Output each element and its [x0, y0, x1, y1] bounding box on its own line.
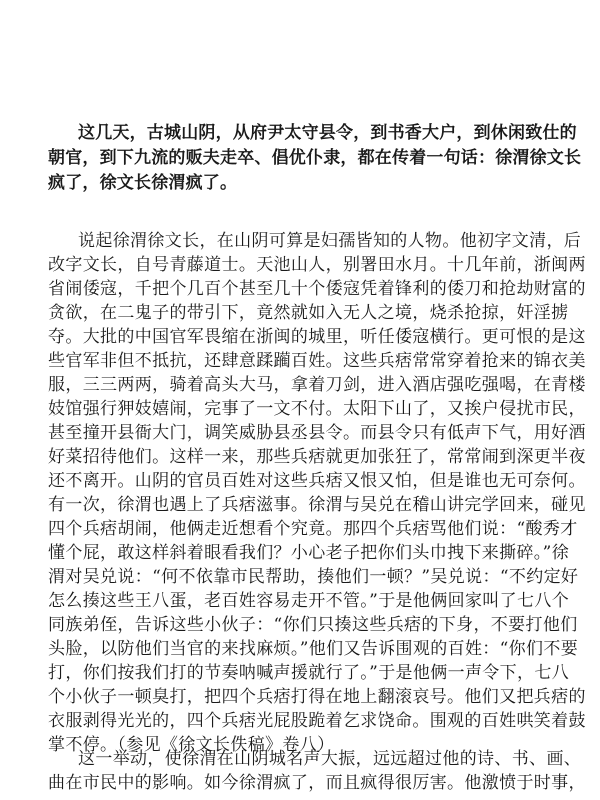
text-line: 夺。大批的中国官军畏缩在浙闽的城里，听任倭寇横行。更可恨的是这	[48, 327, 586, 347]
text-line: 四个兵痞胡闹，他俩走近想看个究竟。那四个兵痞骂他们说：“酸秀才	[48, 519, 578, 539]
text-line: 懂个屁，敢这样斜着眼看我们？小心老子把你们头巾拽下来撕碎。”徐	[48, 543, 570, 563]
text-line: 头脸，以防他们当官的来找麻烦。”他们又告诉围观的百姓：“你们不要	[48, 639, 579, 659]
text-line: 贪欲，在二鬼子的带引下，竟然就如入无人之境，烧杀抢掠，奸淫掳	[48, 303, 569, 323]
text-line: 些官军非但不抵抗，还肆意蹂躏百姓。这些兵痞常常穿着抢来的锦衣美	[48, 351, 586, 371]
text-line: 同族弟侄，告诉这些小伙子：“你们只揍这些兵痞的下身，不要打他们	[48, 615, 578, 635]
text-line: 个小伙子一顿臭打，把四个兵痞打得在地上翻滚哀号。他们又把兵痞的	[48, 687, 586, 707]
text-line: 说起徐渭徐文长，在山阴可算是妇孺皆知的人物。他初字文清，后	[78, 231, 582, 251]
text-line: 改字文长，自号青藤道士。天池山人，别署田水月。十几年前，浙闽两	[48, 255, 586, 275]
text-line: 还不离开。山阴的官员百姓对这些兵痞又恨又怕，但是谁也无可奈何。	[48, 471, 586, 491]
text-line: 朝官，到下九流的贩夫走卒、倡优仆隶，都在传着一句话：徐渭徐文长	[48, 148, 582, 168]
text-line: 曲在市民中的影响。如今徐渭疯了，而且疯得很厉害。他激愤于时事，	[48, 773, 586, 793]
text-line: 掌不停。（参见《徐文长佚稿》卷八）	[48, 735, 335, 755]
text-line: 省闹倭寇，千把个几百个甚至几十个倭寇凭着锋利的倭刀和抢劫财富的	[48, 279, 586, 299]
text-line: 怎么揍这些王八蛋，老百姓容易走开不管。”于是他俩回家叫了七八个	[48, 591, 570, 611]
text-line: 妓馆强行狎妓嬉闹，完事了一文不付。太阳下山了，又挨户侵扰市民，	[48, 399, 586, 419]
text-line: 这几天，古城山阴，从府尹太守县令，到书香大户，到休闲致仕的	[78, 123, 577, 143]
text-line: 好菜招待他们。这样一来，那些兵痞就更加张狂了，常常闹到深更半夜	[48, 447, 586, 467]
text-line: 服，三三两两，骑着高头大马，拿着刀剑，进入酒店强吃强喝，在青楼	[48, 375, 586, 395]
text-line: 这一举动，使徐渭在山阴城名声大振，远远超过他的诗、书、画、	[78, 749, 582, 769]
text-line: 甚至撞开县衙大门，调笑威胁县丞县令。而县令只有低声下气，用好酒	[48, 423, 586, 443]
text-line: 衣服剥得光光的，四个兵痞光屁股跪着乞求饶命。围观的百姓哄笑着鼓	[48, 711, 586, 731]
text-line: 渭对吴兑说：“何不依靠市民帮助，揍他们一顿？”吴兑说：“不约定好	[48, 567, 579, 587]
text-line: 有一次，徐渭也遇上了兵痞滋事。徐渭与吴兑在稽山讲完学回来，碰见	[48, 495, 586, 515]
text-line: 疯了，徐文长徐渭疯了。	[48, 173, 238, 193]
text-line: 打，你们按我们打的节奏呐喊声援就行了。”于是他俩一声令下，七八	[48, 663, 570, 683]
